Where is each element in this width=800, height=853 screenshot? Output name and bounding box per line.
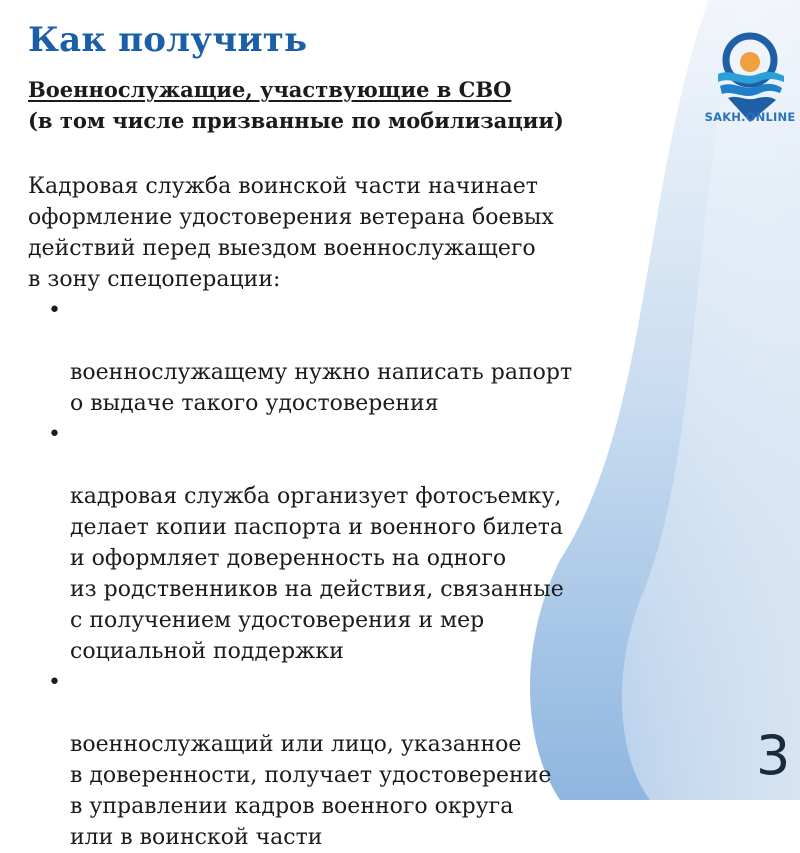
list-item-text: кадровая служба организует фотосъемку, делает копии паспорта и военного билета и оформляет доверенность на одного из родственников на действия, связанные с получением удостоверения и мер социальной поддержки [70, 484, 564, 664]
list-item-text: военнослужащий или лицо, указанное в доверенности, получает удостоверение в управлении кадров военного округа или в воинской части [70, 732, 552, 850]
list-item [28, 295, 658, 419]
bullet-icon: • [48, 422, 61, 447]
brand-name: SAKH.ONLINE [704, 110, 796, 124]
list-item-text: военнослужащему нужно написать рапорт о выдаче такого удостоверения [70, 360, 573, 416]
subtitle-line-underlined: Военнослужащие, участвующие в СВО [28, 77, 512, 102]
intro-paragraph: Кадровая служба воинской части начинает оформление удостоверения ветерана боевых действий перед выездом военнослужащего в зону спецоперации: [28, 174, 554, 292]
page-number: 3 [756, 724, 791, 787]
subtitle [28, 74, 648, 136]
page-title: Как получить [28, 20, 308, 60]
bullet-icon: • [48, 298, 61, 323]
list-item [28, 667, 658, 853]
subtitle-line-note: (в том числе призванные по мобилизации) [28, 108, 564, 133]
bullet-icon: • [48, 670, 61, 695]
bullet-list [28, 295, 658, 853]
content-body [28, 171, 658, 853]
list-item [28, 419, 658, 667]
